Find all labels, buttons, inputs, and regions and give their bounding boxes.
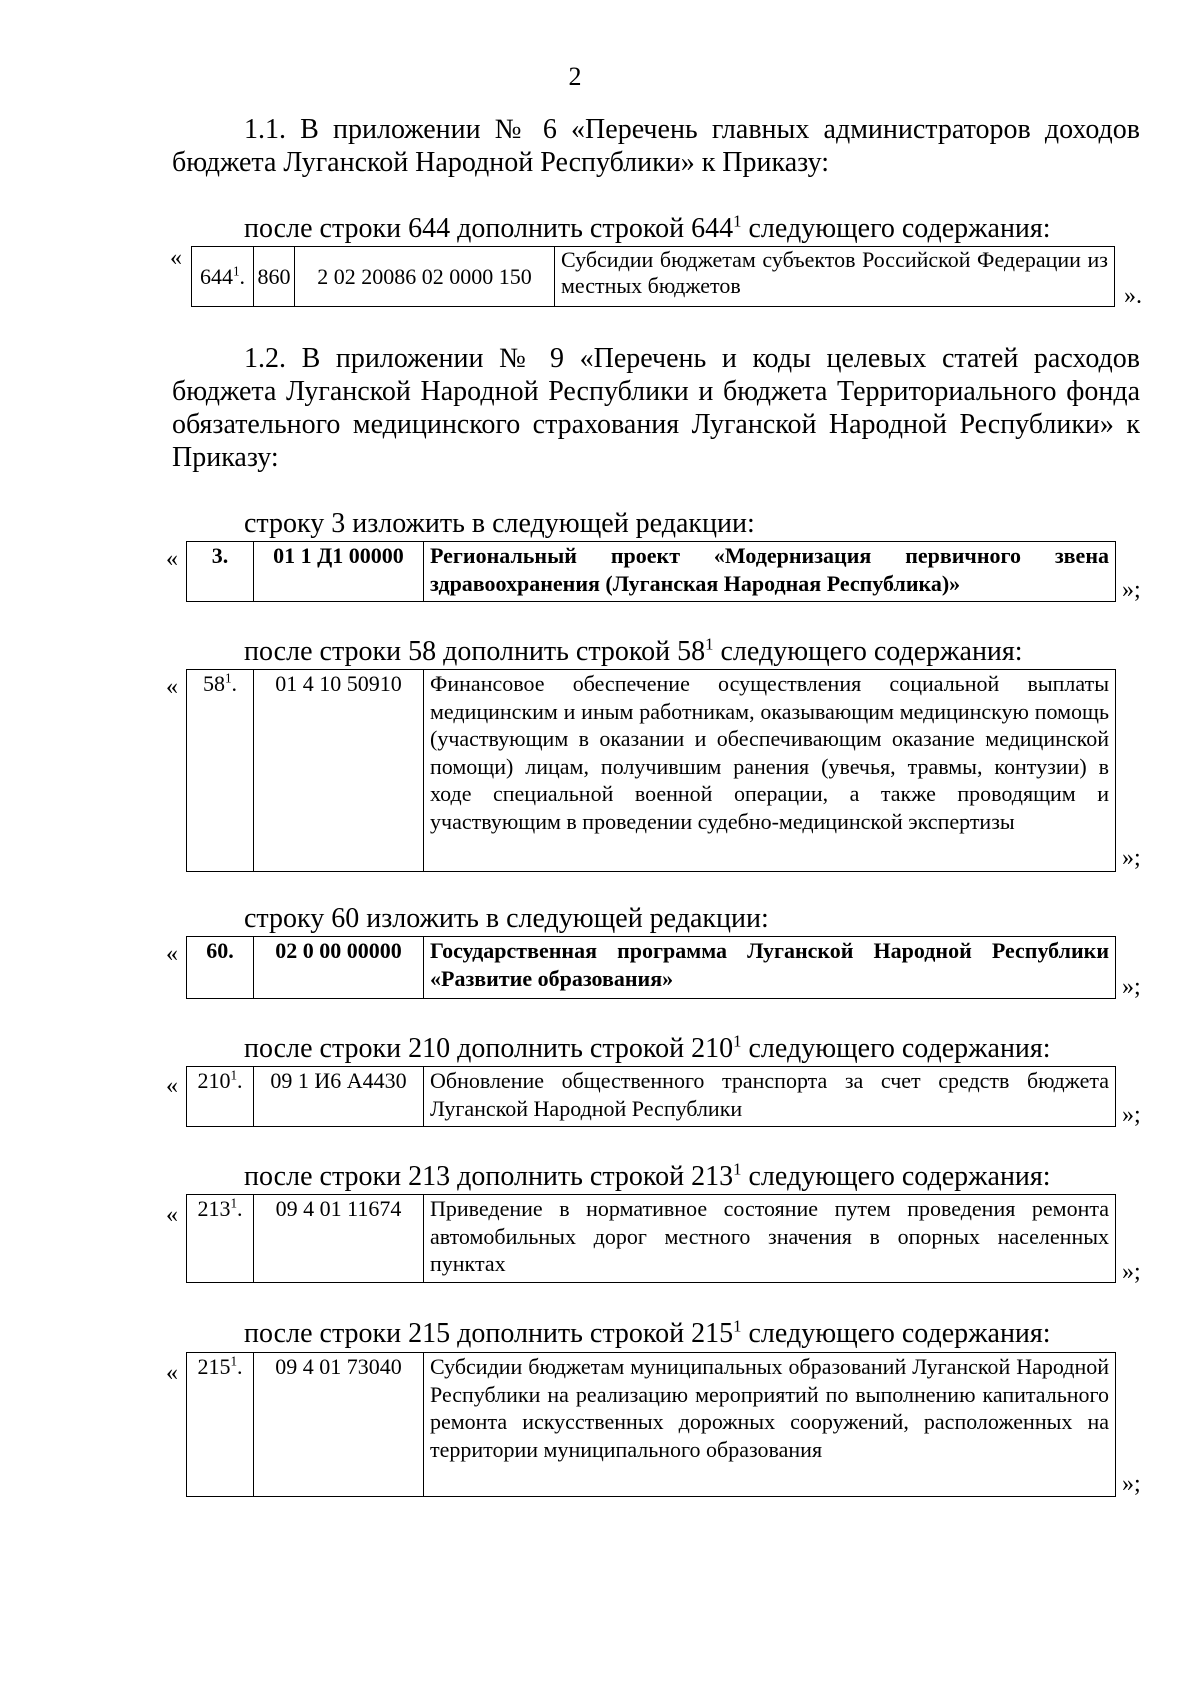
table-row [187,1353,1116,1497]
table-row [187,670,1116,872]
close-quote: »; [1122,1102,1141,1128]
row-number-cell: $213^1$. [187,1195,254,1283]
close-quote: ». [1124,283,1142,309]
admin-code-cell: 860 [254,247,295,307]
table-row [187,937,1116,999]
description-cell: Приведение в нормативное состояние путем проведения ремонта автомобильных дорог местного значения в опорных населенных пунктах [424,1195,1116,1283]
income-admin-table [191,246,1115,307]
description-cell: Субсидии бюджетам субъектов Российской Федерации из местных бюджетов [555,247,1115,307]
amendment-table-row-3 [186,541,1116,602]
amendment-lead: после строки 215 дополнить строкой $215^1$ следующего содержания: [244,1316,1051,1349]
close-quote: »; [1122,577,1141,603]
open-quote: « [166,941,178,967]
lead-superscript: 1 [733,211,742,231]
table-row [192,247,1115,307]
description-cell: Субсидии бюджетам муниципальных образований Луганской Народной Республики на реализацию мероприятий по выполнению капитального ремонта искусственных дорожных сооружений, расположенных на территории муниципального образования [424,1353,1116,1497]
open-quote: « [166,674,178,700]
open-quote: « [166,1360,178,1386]
row-number-cell: 60. [187,937,254,999]
income-code-cell: 2 02 20086 02 0000 150 [295,247,555,307]
amendment-lead: строку 60 изложить в следующей редакции: [244,903,769,934]
description-cell: Государственная программа Луганской Народной Республики «Развитие образования» [424,937,1116,999]
open-quote: « [166,546,178,572]
target-code-cell: 09 4 01 11674 [254,1195,424,1283]
lead-prefix: после строки 644 дополнить строкой 644 [244,213,734,244]
amendment-lead: строку 3 изложить в следующей редакции: [244,508,755,539]
section-1-2-paragraph [172,342,1140,474]
amendment-lead: после строки 210 дополнить строкой $210^1$ следующего содержания: [244,1031,1051,1064]
description-cell: Региональный проект «Модернизация первичного звена здравоохранения (Луганская Народная Республика)» [424,542,1116,602]
table-row [187,542,1116,602]
row-number-cell: $215^1$. [187,1353,254,1497]
table-row [187,1195,1116,1283]
row-number-cell: $58^1$. [187,670,254,872]
target-code-cell: 02 0 00 00000 [254,937,424,999]
open-quote: « [166,1202,178,1228]
open-quote: « [166,1073,178,1099]
target-code-cell: 09 4 01 73040 [254,1353,424,1497]
lead-suffix: следующего содержания: [741,213,1051,244]
description-cell: Обновление общественного транспорта за счет средств бюджета Луганской Народной Республики [424,1067,1116,1127]
amendment-table-row-60 [186,936,1116,999]
amendment-lead: после строки 58 дополнить строкой $58^1$ следующего содержания: [244,634,1023,667]
close-quote: »; [1122,1471,1141,1497]
section-1-1-text: 1.1. В приложении № 6 «Перечень главных администраторов доходов бюджета Луганской Народной Республики» к Приказу: [172,114,1140,178]
description-cell: Финансовое обеспечение осуществления социальной выплаты медицинским и иным работникам, оказывающим медицинскую помощь (участвующим в оказании и обеспечивающим оказание медицинской помощи) лицам, получившим ранения (увечья, травмы, контузии) в ходе специальной военной операции, а также проводящим и участвующим в проведении судебно-медицинской экспертизы [424,670,1116,872]
page-number: 2 [568,62,582,91]
section-1-1-paragraph [172,113,1140,179]
row-number-cell: $644^1$. [192,247,254,307]
amendment-table-row-58-1 [186,669,1116,872]
target-code-cell: 09 1 И6 А4430 [254,1067,424,1127]
close-quote: »; [1122,1259,1141,1285]
close-quote: »; [1122,974,1141,1000]
table-row [187,1067,1116,1127]
amendment-table-row-215-1 [186,1352,1116,1497]
amendment-table-row-210-1 [186,1066,1116,1127]
section-1-2-text: 1.2. В приложении № 9 «Перечень и коды целевых статей расходов бюджета Луганской Народной Республики и бюджета Территориального фонда обязательного медицинского страхования Луганской Народной Республики» к Приказу: [172,343,1140,473]
close-quote: »; [1122,845,1141,871]
amendment-lead: после строки 213 дополнить строкой $213^1$ следующего содержания: [244,1159,1051,1192]
row-number-cell: $210^1$. [187,1067,254,1127]
amendment-table-row-213-1 [186,1194,1116,1283]
open-quote: « [170,245,182,271]
target-code-cell: 01 1 Д1 00000 [254,542,424,602]
row-number-cell: 3. [187,542,254,602]
target-code-cell: 01 4 10 50910 [254,670,424,872]
section-1-1-lead [244,211,1051,244]
